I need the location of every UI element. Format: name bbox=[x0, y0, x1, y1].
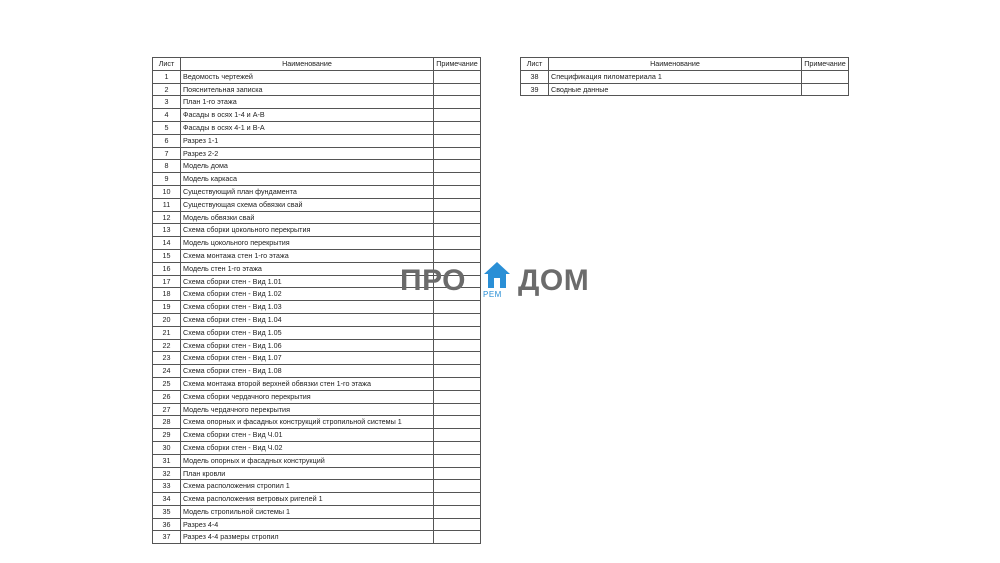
table-row bbox=[153, 377, 481, 390]
table-row bbox=[153, 160, 481, 173]
sheet-name-cell: Спецификация пиломатериала 1 bbox=[549, 70, 802, 83]
sheet-note-cell bbox=[434, 109, 481, 122]
sheet-number-cell: 23 bbox=[153, 352, 181, 365]
sheet-note-cell bbox=[434, 454, 481, 467]
sheet-name-cell: Схема сборки стен - Вид 1.06 bbox=[181, 339, 434, 352]
sheet-note-cell bbox=[802, 70, 849, 83]
sheet-number-cell: 22 bbox=[153, 339, 181, 352]
sheet-number-cell: 15 bbox=[153, 249, 181, 262]
sheet-name-cell: Пояснительная записка bbox=[181, 83, 434, 96]
sheet-note-cell bbox=[434, 83, 481, 96]
sheet-name-cell: Модель обвязки свай bbox=[181, 211, 434, 224]
sheet-number-cell: 8 bbox=[153, 160, 181, 173]
sheet-name-cell: Схема сборки стен - Вид 1.02 bbox=[181, 288, 434, 301]
sheet-name-cell: Схема сборки стен - Вид 1.05 bbox=[181, 326, 434, 339]
column-header-name: Наименование bbox=[181, 58, 434, 71]
sheet-note-cell bbox=[434, 313, 481, 326]
sheet-name-cell: Разрез 2-2 bbox=[181, 147, 434, 160]
sheet-note-cell bbox=[434, 224, 481, 237]
table-row bbox=[153, 467, 481, 480]
sheet-number-cell: 3 bbox=[153, 96, 181, 109]
table-row bbox=[153, 173, 481, 186]
sheet-number-cell: 29 bbox=[153, 429, 181, 442]
table-row bbox=[153, 313, 481, 326]
sheet-note-cell bbox=[434, 467, 481, 480]
sheet-note-cell bbox=[434, 121, 481, 134]
sheet-number-cell: 11 bbox=[153, 198, 181, 211]
sheet-number-cell: 13 bbox=[153, 224, 181, 237]
sheet-name-cell: Схема сборки стен - Вид 1.08 bbox=[181, 365, 434, 378]
sheet-note-cell bbox=[434, 173, 481, 186]
watermark-text-left: ПРО bbox=[400, 264, 467, 297]
sheet-note-cell bbox=[434, 134, 481, 147]
watermark-text-right: ДОМ bbox=[518, 264, 590, 297]
sheet-name-cell: Модель цокольного перекрытия bbox=[181, 237, 434, 250]
table-row bbox=[153, 96, 481, 109]
sheet-name-cell: Модель дома bbox=[181, 160, 434, 173]
sheet-note-cell bbox=[434, 403, 481, 416]
column-header-name: Наименование bbox=[549, 58, 802, 71]
sheet-number-cell: 28 bbox=[153, 416, 181, 429]
sheet-note-cell bbox=[434, 352, 481, 365]
sheet-name-cell: Ведомость чертежей bbox=[181, 70, 434, 83]
sheet-note-cell bbox=[434, 326, 481, 339]
sheet-note-cell bbox=[434, 377, 481, 390]
sheet-name-cell: Схема сборки чердачного перекрытия bbox=[181, 390, 434, 403]
sheet-number-cell: 26 bbox=[153, 390, 181, 403]
sheet-name-cell: Модель стен 1-го этажа bbox=[181, 262, 434, 275]
sheet-name-cell: Сводные данные bbox=[549, 83, 802, 96]
sheet-note-cell bbox=[434, 160, 481, 173]
sheet-number-cell: 2 bbox=[153, 83, 181, 96]
sheet-number-cell: 19 bbox=[153, 301, 181, 314]
table-row bbox=[521, 70, 849, 83]
sheet-number-cell: 35 bbox=[153, 505, 181, 518]
sheet-number-cell: 7 bbox=[153, 147, 181, 160]
sheet-number-cell: 38 bbox=[521, 70, 549, 83]
table-row bbox=[153, 147, 481, 160]
sheet-note-cell bbox=[434, 531, 481, 544]
sheet-note-cell bbox=[434, 365, 481, 378]
sheet-name-cell: Схема расположения стропил 1 bbox=[181, 480, 434, 493]
column-header-note: Примечание bbox=[434, 58, 481, 71]
sheet-note-cell bbox=[434, 147, 481, 160]
table-row bbox=[153, 441, 481, 454]
sheet-name-cell: Разрез 4-4 bbox=[181, 518, 434, 531]
sheet-number-cell: 33 bbox=[153, 480, 181, 493]
sheet-note-cell bbox=[434, 185, 481, 198]
table-row bbox=[153, 518, 481, 531]
column-header-sheet: Лист bbox=[521, 58, 549, 71]
sheet-note-cell bbox=[434, 518, 481, 531]
table-row bbox=[153, 326, 481, 339]
sheet-name-cell: Существующий план фундамента bbox=[181, 185, 434, 198]
sheet-name-cell: Схема сборки стен - Вид 1.01 bbox=[181, 275, 434, 288]
sheet-name-cell: Схема сборки стен - Вид 1.04 bbox=[181, 313, 434, 326]
sheet-name-cell: План кровли bbox=[181, 467, 434, 480]
sheet-note-cell bbox=[434, 416, 481, 429]
table-header-row bbox=[153, 58, 481, 71]
table-row bbox=[153, 454, 481, 467]
sheet-name-cell: Модель чердачного перекрытия bbox=[181, 403, 434, 416]
table-row bbox=[153, 185, 481, 198]
watermark-logo bbox=[400, 258, 600, 308]
sheet-number-cell: 27 bbox=[153, 403, 181, 416]
table-row bbox=[153, 224, 481, 237]
sheet-name-cell: Модель каркаса bbox=[181, 173, 434, 186]
table-row bbox=[153, 211, 481, 224]
sheet-name-cell: Разрез 1-1 bbox=[181, 134, 434, 147]
sheet-number-cell: 32 bbox=[153, 467, 181, 480]
column-header-sheet: Лист bbox=[153, 58, 181, 71]
sheet-note-cell bbox=[434, 390, 481, 403]
sheet-name-cell: Схема монтажа второй верхней обвязки стен 1-го этажа bbox=[181, 377, 434, 390]
sheet-note-cell bbox=[434, 237, 481, 250]
table-row bbox=[153, 429, 481, 442]
sheet-number-cell: 30 bbox=[153, 441, 181, 454]
table-row bbox=[153, 531, 481, 544]
sheet-name-cell: Модель стропильной системы 1 bbox=[181, 505, 434, 518]
sheet-note-cell bbox=[434, 70, 481, 83]
sheet-note-cell bbox=[434, 441, 481, 454]
table-row bbox=[153, 83, 481, 96]
table-row bbox=[153, 403, 481, 416]
sheet-number-cell: 31 bbox=[153, 454, 181, 467]
table-row bbox=[153, 121, 481, 134]
sheet-name-cell: Схема сборки цокольного перекрытия bbox=[181, 224, 434, 237]
sheet-note-cell bbox=[802, 83, 849, 96]
table-row bbox=[153, 365, 481, 378]
sheet-number-cell: 18 bbox=[153, 288, 181, 301]
sheet-number-cell: 1 bbox=[153, 70, 181, 83]
sheet-number-cell: 21 bbox=[153, 326, 181, 339]
sheet-name-cell: Фасады в осях 4-1 и В-А bbox=[181, 121, 434, 134]
sheet-note-cell bbox=[434, 480, 481, 493]
table-header-row bbox=[521, 58, 849, 71]
table-row bbox=[153, 339, 481, 352]
table-row bbox=[153, 352, 481, 365]
sheet-name-cell: Схема расположения ветровых ригелей 1 bbox=[181, 493, 434, 506]
sheet-number-cell: 17 bbox=[153, 275, 181, 288]
sheet-number-cell: 12 bbox=[153, 211, 181, 224]
table-row bbox=[153, 416, 481, 429]
sheet-number-cell: 16 bbox=[153, 262, 181, 275]
drawing-list-table-right bbox=[520, 57, 849, 96]
sheet-number-cell: 6 bbox=[153, 134, 181, 147]
table-row bbox=[153, 390, 481, 403]
sheet-note-cell bbox=[434, 198, 481, 211]
sheet-name-cell: Схема монтажа стен 1-го этажа bbox=[181, 249, 434, 262]
sheet-number-cell: 4 bbox=[153, 109, 181, 122]
table-row bbox=[153, 70, 481, 83]
sheet-number-cell: 14 bbox=[153, 237, 181, 250]
table-row bbox=[153, 198, 481, 211]
sheet-note-cell bbox=[434, 493, 481, 506]
sheet-number-cell: 39 bbox=[521, 83, 549, 96]
table-row bbox=[153, 134, 481, 147]
sheet-name-cell: Схема опорных и фасадных конструкций стропильной системы 1 bbox=[181, 416, 434, 429]
sheet-name-cell: Модель опорных и фасадных конструкций bbox=[181, 454, 434, 467]
sheet-name-cell: Схема сборки стен - Вид 1.07 bbox=[181, 352, 434, 365]
sheet-number-cell: 34 bbox=[153, 493, 181, 506]
table-row bbox=[153, 505, 481, 518]
sheet-name-cell: Разрез 4-4 размеры стропил bbox=[181, 531, 434, 544]
table-row bbox=[153, 493, 481, 506]
sheet-number-cell: 20 bbox=[153, 313, 181, 326]
sheet-name-cell: Существующая схема обвязки свай bbox=[181, 198, 434, 211]
table-row bbox=[521, 83, 849, 96]
table-row bbox=[153, 480, 481, 493]
house-icon bbox=[482, 260, 512, 290]
sheet-name-cell: Схема сборки стен - Вид 1.03 bbox=[181, 301, 434, 314]
sheet-note-cell bbox=[434, 339, 481, 352]
sheet-name-cell: Схема сборки стен - Вид Ч.02 bbox=[181, 441, 434, 454]
sheet-name-cell: Схема сборки стен - Вид Ч.01 bbox=[181, 429, 434, 442]
sheet-name-cell: Фасады в осях 1-4 и А-В bbox=[181, 109, 434, 122]
sheet-name-cell: План 1-го этажа bbox=[181, 96, 434, 109]
table-row bbox=[153, 237, 481, 250]
sheet-number-cell: 10 bbox=[153, 185, 181, 198]
column-header-note: Примечание bbox=[802, 58, 849, 71]
sheet-number-cell: 37 bbox=[153, 531, 181, 544]
sheet-note-cell bbox=[434, 505, 481, 518]
sheet-note-cell bbox=[434, 211, 481, 224]
watermark-subtext: РЕМ bbox=[483, 290, 502, 299]
sheet-number-cell: 36 bbox=[153, 518, 181, 531]
sheet-number-cell: 25 bbox=[153, 377, 181, 390]
sheet-number-cell: 9 bbox=[153, 173, 181, 186]
sheet-number-cell: 5 bbox=[153, 121, 181, 134]
sheet-note-cell bbox=[434, 96, 481, 109]
table-row bbox=[153, 109, 481, 122]
sheet-note-cell bbox=[434, 429, 481, 442]
sheet-number-cell: 24 bbox=[153, 365, 181, 378]
